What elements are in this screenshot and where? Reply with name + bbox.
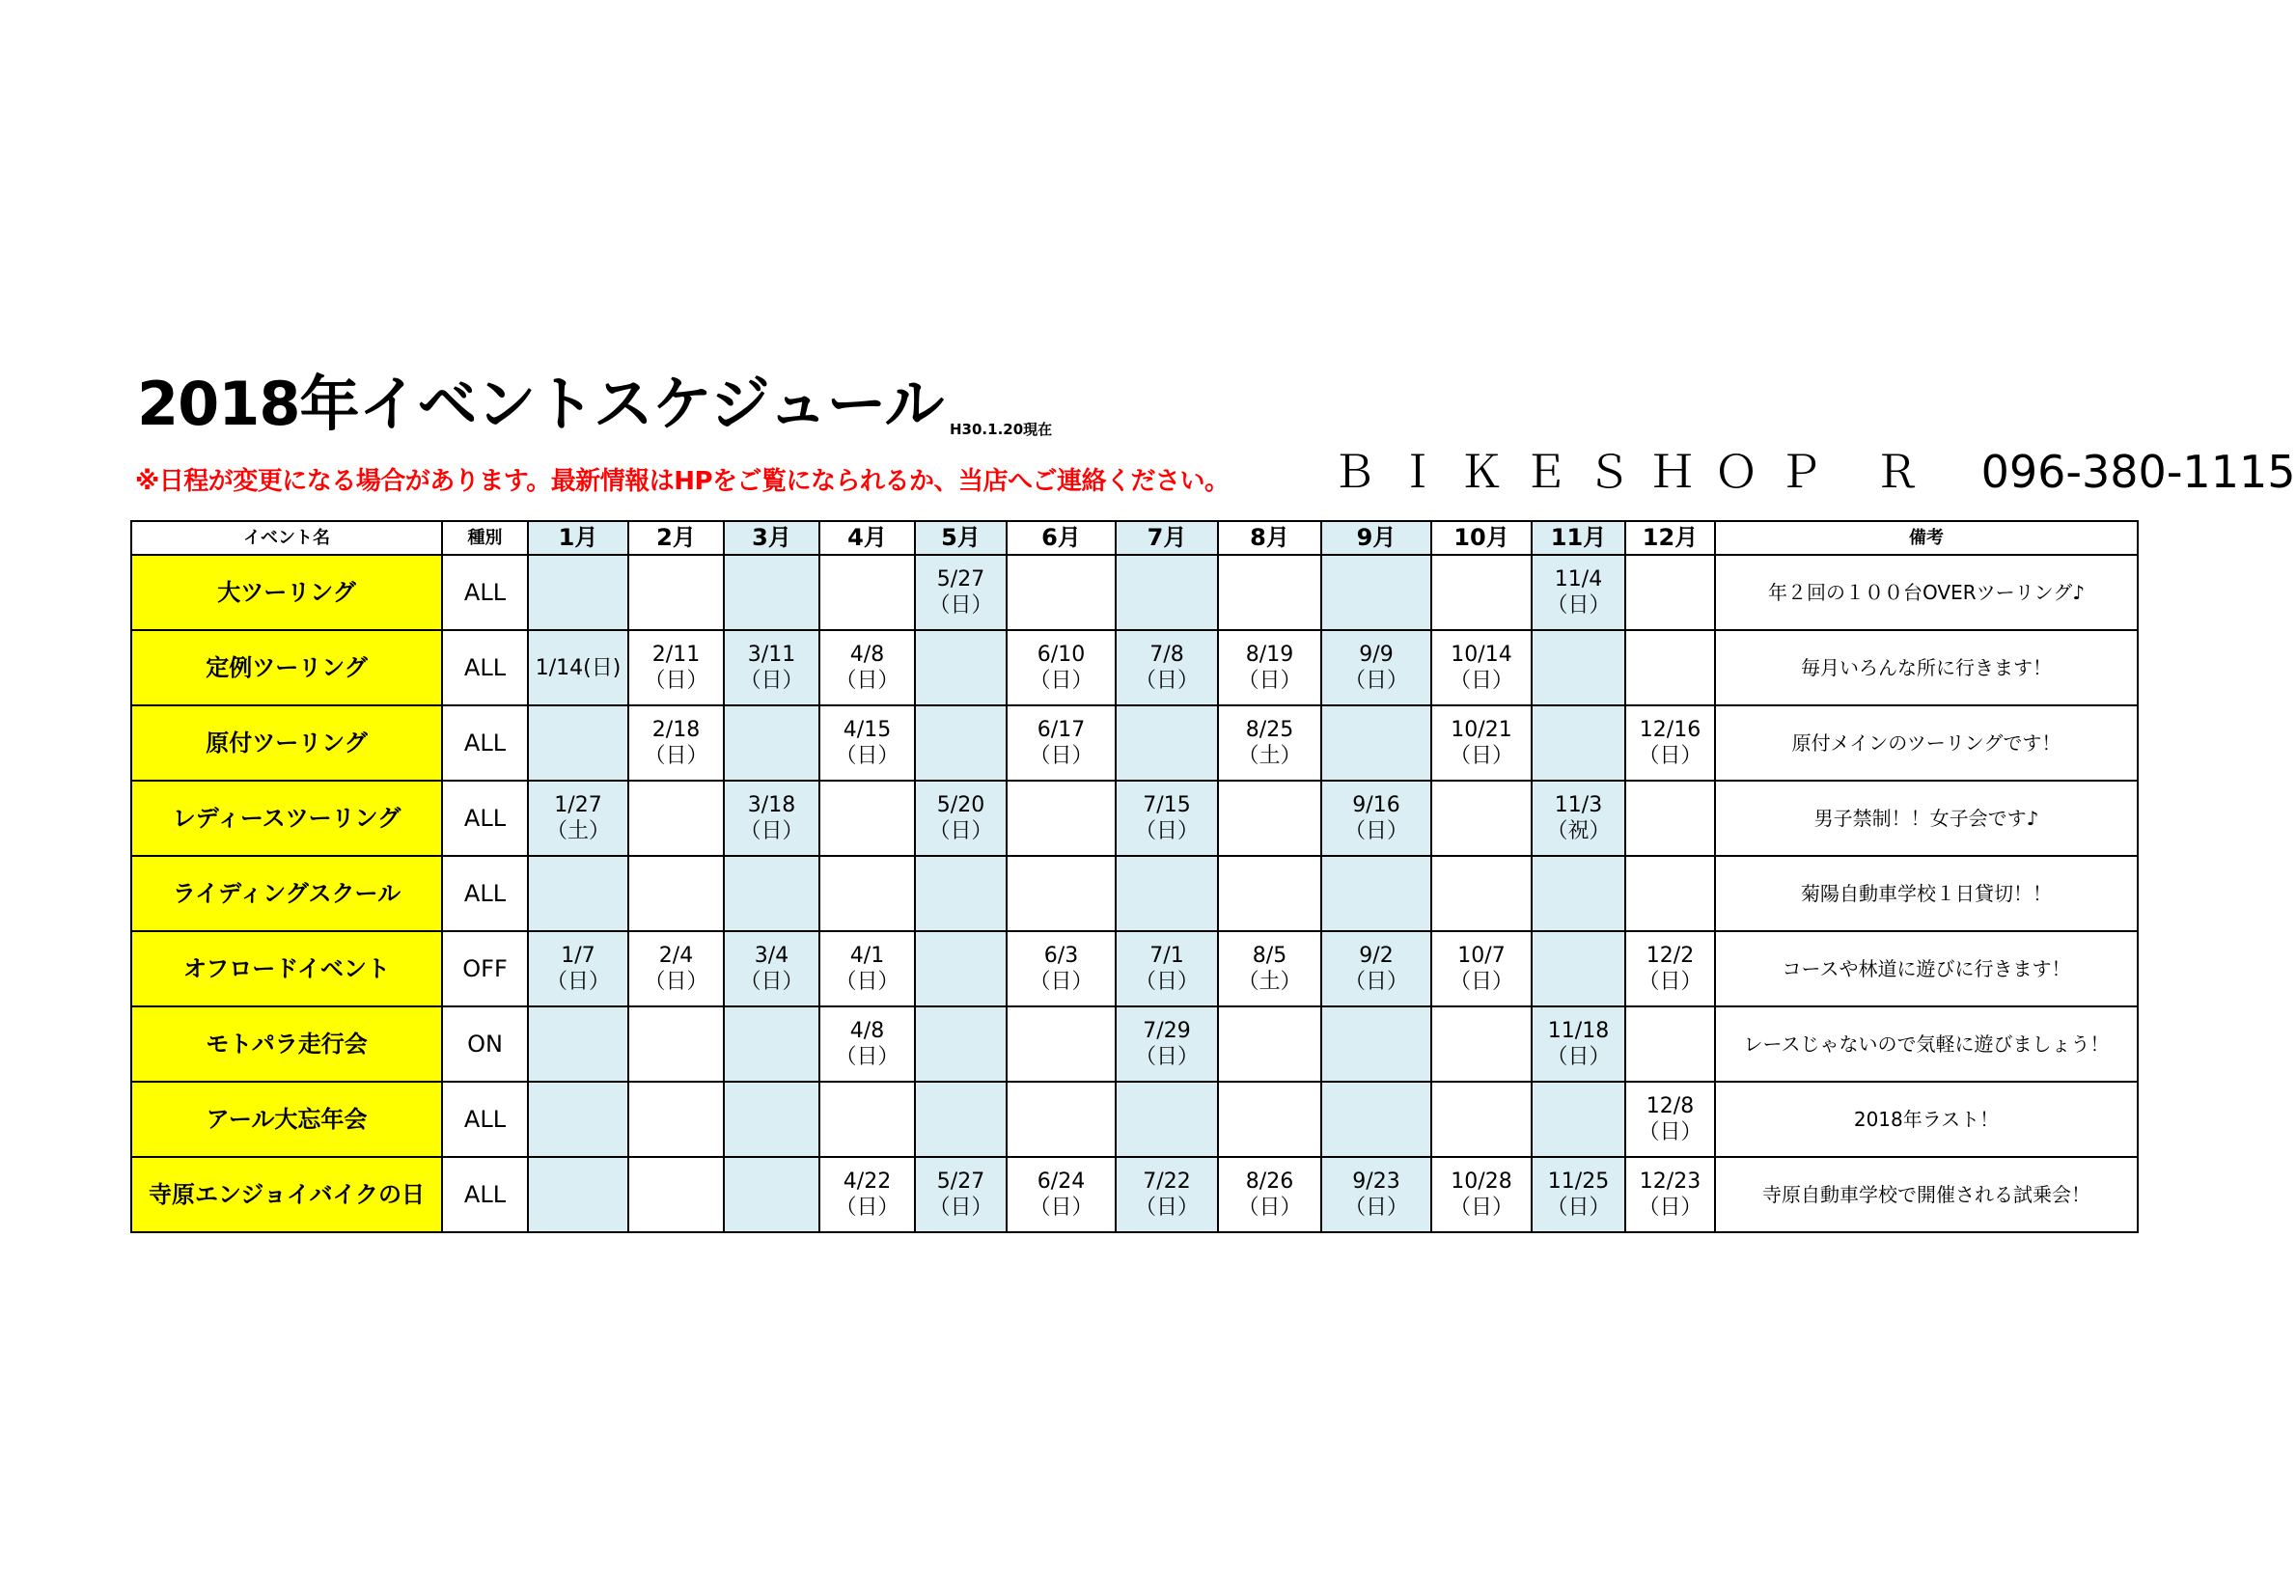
month-cell [628,931,724,1006]
month-cell [724,1082,819,1157]
table-body [131,555,2138,1232]
month-cell [628,705,724,781]
month-cell [819,630,915,705]
header-type: 種別 [442,521,528,555]
header-month-4: 4月 [819,521,915,555]
month-cell [1116,856,1218,931]
header-month-8: 8月 [1218,521,1321,555]
event-date: 4/1 [849,944,885,968]
month-cell [1116,781,1218,856]
month-cell [724,705,819,781]
event-note: 寺原自動車学校で開催される試乗会！ [1715,1157,2138,1232]
month-cell [1532,931,1625,1006]
event-weekday: （日） [644,970,708,994]
month-cell [1532,705,1625,781]
event-date: 10/7 [1457,944,1506,968]
event-note: 毎月いろんな所に行きます！ [1715,630,2138,705]
month-cell [1431,1006,1532,1082]
event-note: 菊陽自動車学校１日貸切！！ [1715,856,2138,931]
event-date: 1/27 [554,793,602,817]
table-row [131,1157,2138,1232]
month-cell [1218,856,1321,931]
table-row [131,705,2138,781]
shop-info [1332,446,2296,498]
event-name: アール大忘年会 [131,1082,442,1157]
event-date: 12/2 [1646,944,1695,968]
event-weekday: （日） [835,669,899,693]
event-weekday: （日） [1343,819,1408,843]
month-cell [1431,630,1532,705]
month-cell [628,555,724,630]
month-cell [1116,1006,1218,1082]
event-weekday: （土） [545,819,610,843]
event-weekday: （日） [739,669,804,693]
event-date: 9/9 [1359,643,1394,667]
month-cell [1625,1157,1715,1232]
month-cell [1007,705,1116,781]
header-month-9: 9月 [1321,521,1431,555]
event-date: 9/2 [1359,944,1394,968]
month-cell [1007,555,1116,630]
event-weekday: （土） [1237,970,1302,994]
event-weekday: （日） [739,819,804,843]
event-type: ALL [442,630,528,705]
event-date: 7/8 [1149,643,1184,667]
event-weekday: （日） [644,744,708,768]
table-row [131,1082,2138,1157]
header-month-3: 3月 [724,521,819,555]
month-cell [724,630,819,705]
event-date: 3/4 [754,944,789,968]
event-note: コースや林道に遊びに行きます！ [1715,931,2138,1006]
event-date: 9/23 [1352,1169,1400,1194]
month-cell [915,931,1007,1006]
event-date: 12/16 [1639,718,1701,742]
month-cell [628,630,724,705]
event-name: 大ツーリング [131,555,442,630]
event-weekday: （日） [1029,669,1093,693]
month-cell [628,1082,724,1157]
event-date: 6/17 [1037,718,1086,742]
month-cell [1532,1006,1625,1082]
event-date: 7/1 [1149,944,1184,968]
event-date: 10/14 [1451,643,1512,667]
event-name: 原付ツーリング [131,705,442,781]
event-name: オフロードイベント [131,931,442,1006]
event-date: 11/18 [1547,1019,1610,1043]
month-cell [1532,1157,1625,1232]
month-cell [1218,1157,1321,1232]
month-cell [819,856,915,931]
header-note: 備考 [1715,521,2138,555]
month-cell [1431,931,1532,1006]
month-cell [819,1082,915,1157]
event-note: レースじゃないので気軽に遊びましょう！ [1715,1006,2138,1082]
month-cell [1532,856,1625,931]
month-cell [1431,856,1532,931]
page-title: 2018年イベントスケジュール [137,369,944,439]
month-cell [1625,1082,1715,1157]
month-cell [819,781,915,856]
event-weekday: （日） [1638,744,1702,768]
header-month-5: 5月 [915,521,1007,555]
month-cell [1218,1006,1321,1082]
month-cell [1431,705,1532,781]
event-note: 原付メインのツーリングです！ [1715,705,2138,781]
event-date: 2/11 [651,643,701,667]
event-weekday: （日） [1638,970,1702,994]
month-cell [1532,781,1625,856]
month-cell [1116,630,1218,705]
event-weekday: （祝） [1546,819,1611,843]
schedule-change-notice: ※日程が変更になる場合があります。最新情報はHPをご覧になられるか、当店へご連絡ください。 [135,467,1230,496]
header-month-1: 1月 [528,521,628,555]
event-weekday: （日） [1546,1045,1611,1069]
shop-name: ＢＩＫＥＳＨＯＰ Ｒ [1332,446,1939,498]
event-date: 11/3 [1554,793,1603,817]
month-cell [819,931,915,1006]
month-cell [1321,630,1431,705]
month-cell [915,630,1007,705]
month-cell [915,705,1007,781]
event-weekday: （日） [1343,1196,1408,1220]
month-cell [528,705,628,781]
event-weekday: （日） [644,669,708,693]
event-type: OFF [442,931,528,1006]
event-type: ALL [442,705,528,781]
event-weekday: （日） [1237,1196,1302,1220]
event-name: 寺原エンジョイバイクの日 [131,1157,442,1232]
month-cell [1007,1006,1116,1082]
month-cell [915,1006,1007,1082]
month-cell [1321,1006,1431,1082]
event-date: 1/14(日) [535,655,622,680]
event-weekday: （日） [1546,593,1611,618]
month-cell [1007,931,1116,1006]
event-weekday: （日） [1343,669,1408,693]
event-weekday: （日） [928,593,993,618]
month-cell [1218,630,1321,705]
event-schedule-table [130,520,2139,1233]
month-cell [528,555,628,630]
month-cell [1532,630,1625,705]
event-date: 8/19 [1245,643,1294,667]
month-cell [1431,1082,1532,1157]
month-cell [628,1006,724,1082]
table-row [131,1006,2138,1082]
month-cell [915,1157,1007,1232]
table-row [131,781,2138,856]
event-weekday: （日） [835,1045,899,1069]
event-date: 8/25 [1245,718,1294,742]
month-cell [915,781,1007,856]
month-cell [1625,1006,1715,1082]
event-date: 4/15 [843,718,892,742]
month-cell [1321,781,1431,856]
month-cell [1625,705,1715,781]
event-date: 5/27 [936,1169,985,1194]
month-cell [1218,931,1321,1006]
event-date: 4/8 [849,1019,885,1043]
month-cell [1116,705,1218,781]
month-cell [1321,555,1431,630]
month-cell [528,931,628,1006]
event-date: 6/3 [1043,944,1079,968]
event-type: ALL [442,781,528,856]
table-header-row [131,521,2138,555]
month-cell [1321,1082,1431,1157]
month-cell [1116,1157,1218,1232]
event-weekday: （日） [1134,970,1199,994]
month-cell [724,781,819,856]
event-note: 男子禁制！！女子会です♪ [1715,781,2138,856]
month-cell [819,705,915,781]
event-date: 3/18 [747,793,796,817]
as-of-date: H30.1.20現在 [950,421,1053,438]
event-weekday: （日） [1237,669,1302,693]
month-cell [528,630,628,705]
month-cell [724,1157,819,1232]
month-cell [1007,630,1116,705]
event-date: 5/20 [936,793,985,817]
header-month-6: 6月 [1007,521,1116,555]
shop-phone: 096-380-1115 [1980,446,2296,498]
event-date: 4/8 [849,643,885,667]
event-date: 1/7 [561,944,595,968]
event-weekday: （日） [1546,1196,1611,1220]
month-cell [628,856,724,931]
month-cell [724,555,819,630]
header-event-name: イベント名 [131,521,442,555]
month-cell [528,1157,628,1232]
event-date: 7/22 [1143,1169,1191,1194]
event-weekday: （日） [1638,1120,1702,1144]
month-cell [724,931,819,1006]
event-type: ALL [442,1082,528,1157]
month-cell [819,555,915,630]
month-cell [915,1082,1007,1157]
month-cell [915,856,1007,931]
event-weekday: （日） [835,970,899,994]
event-date: 12/8 [1646,1094,1695,1118]
header-month-12: 12月 [1625,521,1715,555]
event-weekday: （日） [1134,1045,1199,1069]
event-weekday: （日） [739,970,804,994]
event-date: 5/27 [936,567,985,592]
event-name: ライディングスクール [131,856,442,931]
event-type: ALL [442,856,528,931]
event-weekday: （日） [1134,1196,1199,1220]
table-row [131,630,2138,705]
event-weekday: （日） [928,819,993,843]
event-weekday: （日） [1029,1196,1093,1220]
event-type: ALL [442,1157,528,1232]
event-date: 6/24 [1037,1169,1086,1194]
month-cell [1218,781,1321,856]
event-weekday: （日） [1638,1196,1702,1220]
month-cell [1116,1082,1218,1157]
month-cell [1007,1157,1116,1232]
event-date: 4/22 [843,1169,892,1194]
month-cell [528,1082,628,1157]
month-cell [1532,555,1625,630]
event-weekday: （日） [1029,970,1093,994]
event-weekday: （日） [835,744,899,768]
event-date: 8/5 [1252,944,1287,968]
event-weekday: （日） [1449,669,1513,693]
event-date: 2/4 [658,944,694,968]
event-date: 10/21 [1451,718,1512,742]
month-cell [1625,630,1715,705]
event-weekday: （日） [1449,744,1513,768]
header-month-11: 11月 [1532,521,1625,555]
month-cell [528,1006,628,1082]
month-cell [1218,705,1321,781]
month-cell [1625,555,1715,630]
event-name: 定例ツーリング [131,630,442,705]
month-cell [1625,931,1715,1006]
event-weekday: （日） [835,1196,899,1220]
header-month-2: 2月 [628,521,724,555]
month-cell [819,1157,915,1232]
event-weekday: （日） [1449,1196,1513,1220]
event-date: 9/16 [1352,793,1400,817]
event-date: 3/11 [747,643,796,667]
event-date: 6/10 [1037,643,1086,667]
event-weekday: （土） [1237,744,1302,768]
event-weekday: （日） [1134,669,1199,693]
event-weekday: （日） [1029,744,1093,768]
event-date: 8/26 [1245,1169,1294,1194]
month-cell [1431,555,1532,630]
event-weekday: （日） [545,970,610,994]
month-cell [528,781,628,856]
month-cell [1431,1157,1532,1232]
event-note: 2018年ラスト！ [1715,1082,2138,1157]
month-cell [1218,1082,1321,1157]
month-cell [628,1157,724,1232]
table-row [131,856,2138,931]
month-cell [1321,1157,1431,1232]
header-month-7: 7月 [1116,521,1218,555]
event-name: モトパラ走行会 [131,1006,442,1082]
event-weekday: （日） [1449,970,1513,994]
month-cell [819,1006,915,1082]
event-note: 年２回の１００台OVERツーリング♪ [1715,555,2138,630]
event-weekday: （日） [1134,819,1199,843]
month-cell [528,856,628,931]
event-date: 11/4 [1554,567,1603,592]
month-cell [1007,1082,1116,1157]
month-cell [1625,781,1715,856]
month-cell [1625,856,1715,931]
event-date: 7/15 [1143,793,1191,817]
event-weekday: （日） [928,1196,993,1220]
month-cell [1218,555,1321,630]
event-weekday: （日） [1343,970,1408,994]
month-cell [724,1006,819,1082]
event-date: 2/18 [651,718,701,742]
month-cell [915,555,1007,630]
event-name: レディースツーリング [131,781,442,856]
month-cell [1321,705,1431,781]
event-date: 12/23 [1639,1169,1701,1194]
month-cell [1321,856,1431,931]
event-date: 7/29 [1143,1019,1191,1043]
event-type: ALL [442,555,528,630]
header-month-10: 10月 [1431,521,1532,555]
month-cell [1431,781,1532,856]
month-cell [1321,931,1431,1006]
month-cell [724,856,819,931]
table-row [131,555,2138,630]
month-cell [628,781,724,856]
month-cell [1007,856,1116,931]
table-row [131,931,2138,1006]
event-date: 10/28 [1451,1169,1512,1194]
month-cell [1532,1082,1625,1157]
event-date: 11/25 [1547,1169,1610,1194]
month-cell [1116,931,1218,1006]
event-type: ON [442,1006,528,1082]
month-cell [1007,781,1116,856]
month-cell [1116,555,1218,630]
